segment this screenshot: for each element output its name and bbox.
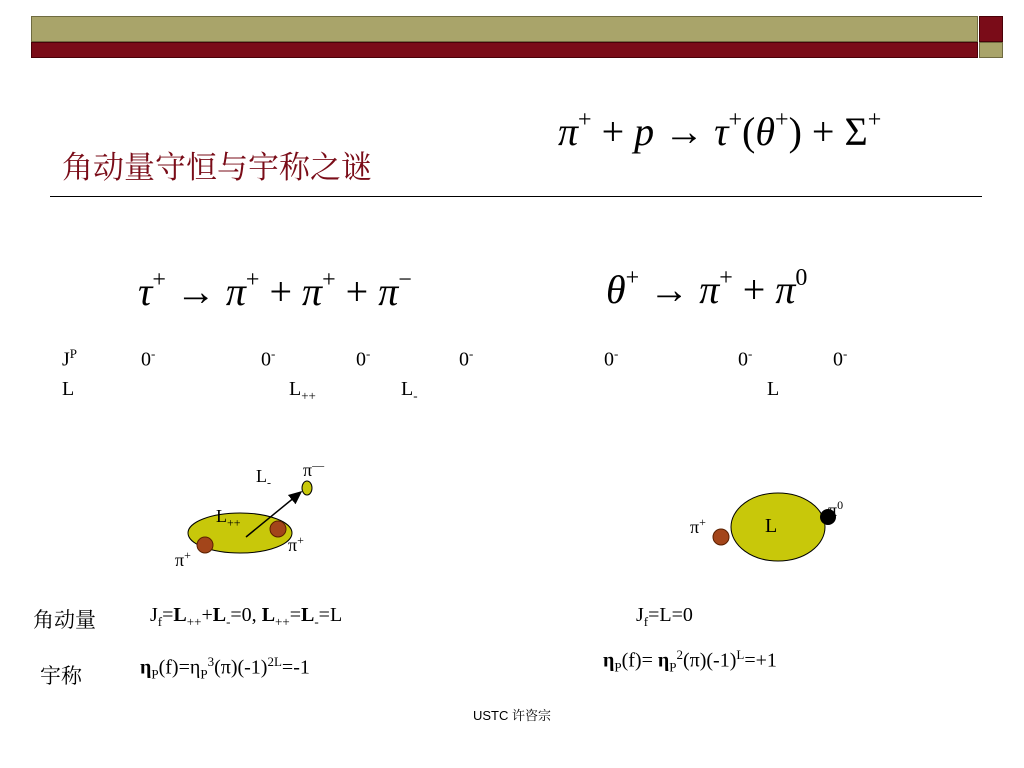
- jp-value: 0-: [738, 346, 753, 371]
- l-minus-label: $L_-$: [256, 466, 271, 490]
- pi-plus-label: π+: [175, 548, 191, 570]
- top-reaction-equation: π+ + p → τ+(θ+) + Σ+: [558, 107, 882, 154]
- jp-value: 0-: [459, 346, 474, 371]
- l-plus-plus-label: $L_{++}$: [216, 506, 241, 530]
- l-center-label: L: [765, 515, 778, 537]
- pi-minus-label: π—: [303, 458, 325, 480]
- angular-momentum-label: 角动量: [33, 608, 96, 632]
- pi-plus-label: π+: [288, 533, 304, 555]
- pi-zero-label: $\pi^0$: [828, 498, 844, 520]
- jp-value: 0-: [261, 346, 276, 371]
- jp-label: $J^P$: [62, 346, 78, 371]
- jp-value: 0-: [604, 346, 619, 371]
- parity-label: 宇称: [40, 664, 82, 688]
- pi-plus-particle: [713, 529, 729, 545]
- theta-system-ellipse: [731, 493, 825, 561]
- l-label: L: [62, 378, 75, 400]
- parity-theta: $\eta_P(f)= \eta_P^2(\pi)(-1)^L=+1$: [603, 647, 777, 675]
- jp-value: 0-: [833, 346, 848, 371]
- jp-value: 0-: [141, 346, 156, 371]
- angular-momentum-theta: $J_f=L=0$: [636, 604, 693, 629]
- jp-value: 0-: [356, 346, 371, 371]
- pi-plus-label: π+: [690, 515, 706, 537]
- l-value: $L_{++}$: [289, 378, 316, 403]
- theta-decay-equation: $\theta^+ \to \pi^+ + \pi^0$: [606, 265, 808, 312]
- parity-tau: $\eta_P(f)=\eta_P^3(\pi)(-1)^{2L}=-1$: [140, 654, 310, 682]
- l-value: $L_-$: [401, 378, 418, 403]
- pi-minus-particle: [302, 481, 312, 495]
- angular-momentum-tau: $J_f=L_{++}+L_-=0$, $L_{++}=L_-=L$: [150, 604, 343, 629]
- pi-plus-particle: [270, 521, 286, 537]
- slide-title: 角动量守恒与宇称之谜: [62, 150, 372, 186]
- footer-text: USTC 许咨宗: [472, 708, 551, 723]
- tau-decay-equation: τ+ → π+ + π+ + π−: [138, 267, 412, 314]
- l-value: L: [767, 378, 780, 400]
- pi-plus-particle: [197, 537, 213, 553]
